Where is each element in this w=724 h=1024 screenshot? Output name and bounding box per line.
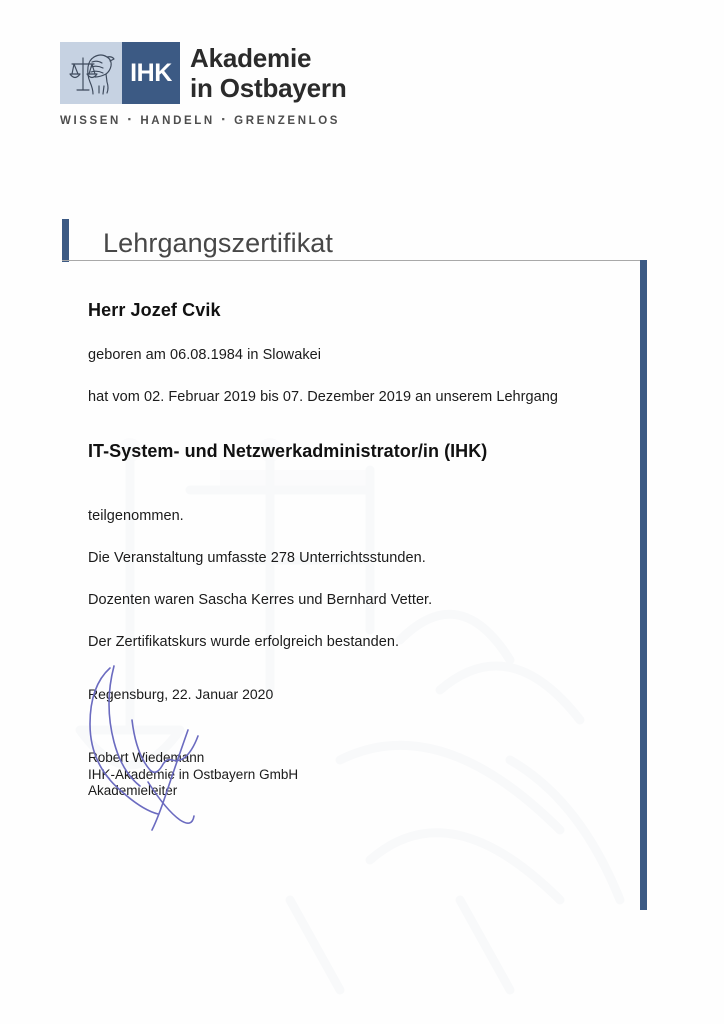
- title-accent-bar: [62, 219, 69, 262]
- title-divider: [62, 260, 647, 261]
- signer-organisation: IHK-Akademie in Ostbayern GmbH: [88, 766, 299, 782]
- signature-block: [88, 750, 298, 800]
- logo-ihk-text: IHK: [122, 42, 180, 104]
- tagline-word-wissen: WISSEN: [60, 115, 121, 127]
- participation-line: teilgenommen.: [88, 508, 184, 524]
- period-line: hat vom 02. Februar 2019 bis 07. Dezember 2019 an unserem Lehrgang: [88, 389, 559, 405]
- certificate-title-area: [62, 216, 662, 262]
- logo-wordmark: [190, 42, 347, 104]
- result-line: Der Zertifikatskurs wurde erfolgreich bestanden.: [88, 634, 400, 650]
- place-and-date: Regensburg, 22. Januar 2020: [88, 686, 274, 702]
- logo-name-line-1: Akademie: [190, 43, 312, 73]
- signer-name: Robert Wiedemann: [88, 750, 205, 765]
- birth-line: geboren am 06.08.1984 in Slowakei: [88, 347, 322, 363]
- signer-role: Akademieleiter: [88, 783, 178, 798]
- certificate-body: [88, 300, 618, 704]
- ihk-akademie-logo: [60, 42, 347, 127]
- logo-tagline: [60, 114, 347, 127]
- course-title: IT-System- und Netzwerkadministrator/in (IHK): [88, 441, 488, 461]
- logo-name-line-2: in Ostbayern: [190, 73, 347, 103]
- right-accent-bar: [640, 260, 647, 910]
- tagline-word-handeln: HANDELN: [140, 115, 215, 127]
- lecturers-line: Dozenten waren Sascha Kerres und Bernhard Vetter.: [88, 592, 433, 608]
- hours-line: Die Veranstaltung umfasste 278 Unterrichtsstunden.: [88, 550, 426, 566]
- tagline-separator-icon: ▪: [127, 114, 134, 124]
- recipient-name: Herr Jozef Cvik: [88, 300, 221, 320]
- page-title: Lehrgangszertifikat: [103, 228, 334, 258]
- ihk-coat-of-arms-icon: [60, 42, 122, 104]
- tagline-separator-icon: ▪: [221, 114, 228, 124]
- tagline-word-grenzenlos: GRENZENLOS: [234, 115, 341, 127]
- logo-mark: [60, 42, 180, 104]
